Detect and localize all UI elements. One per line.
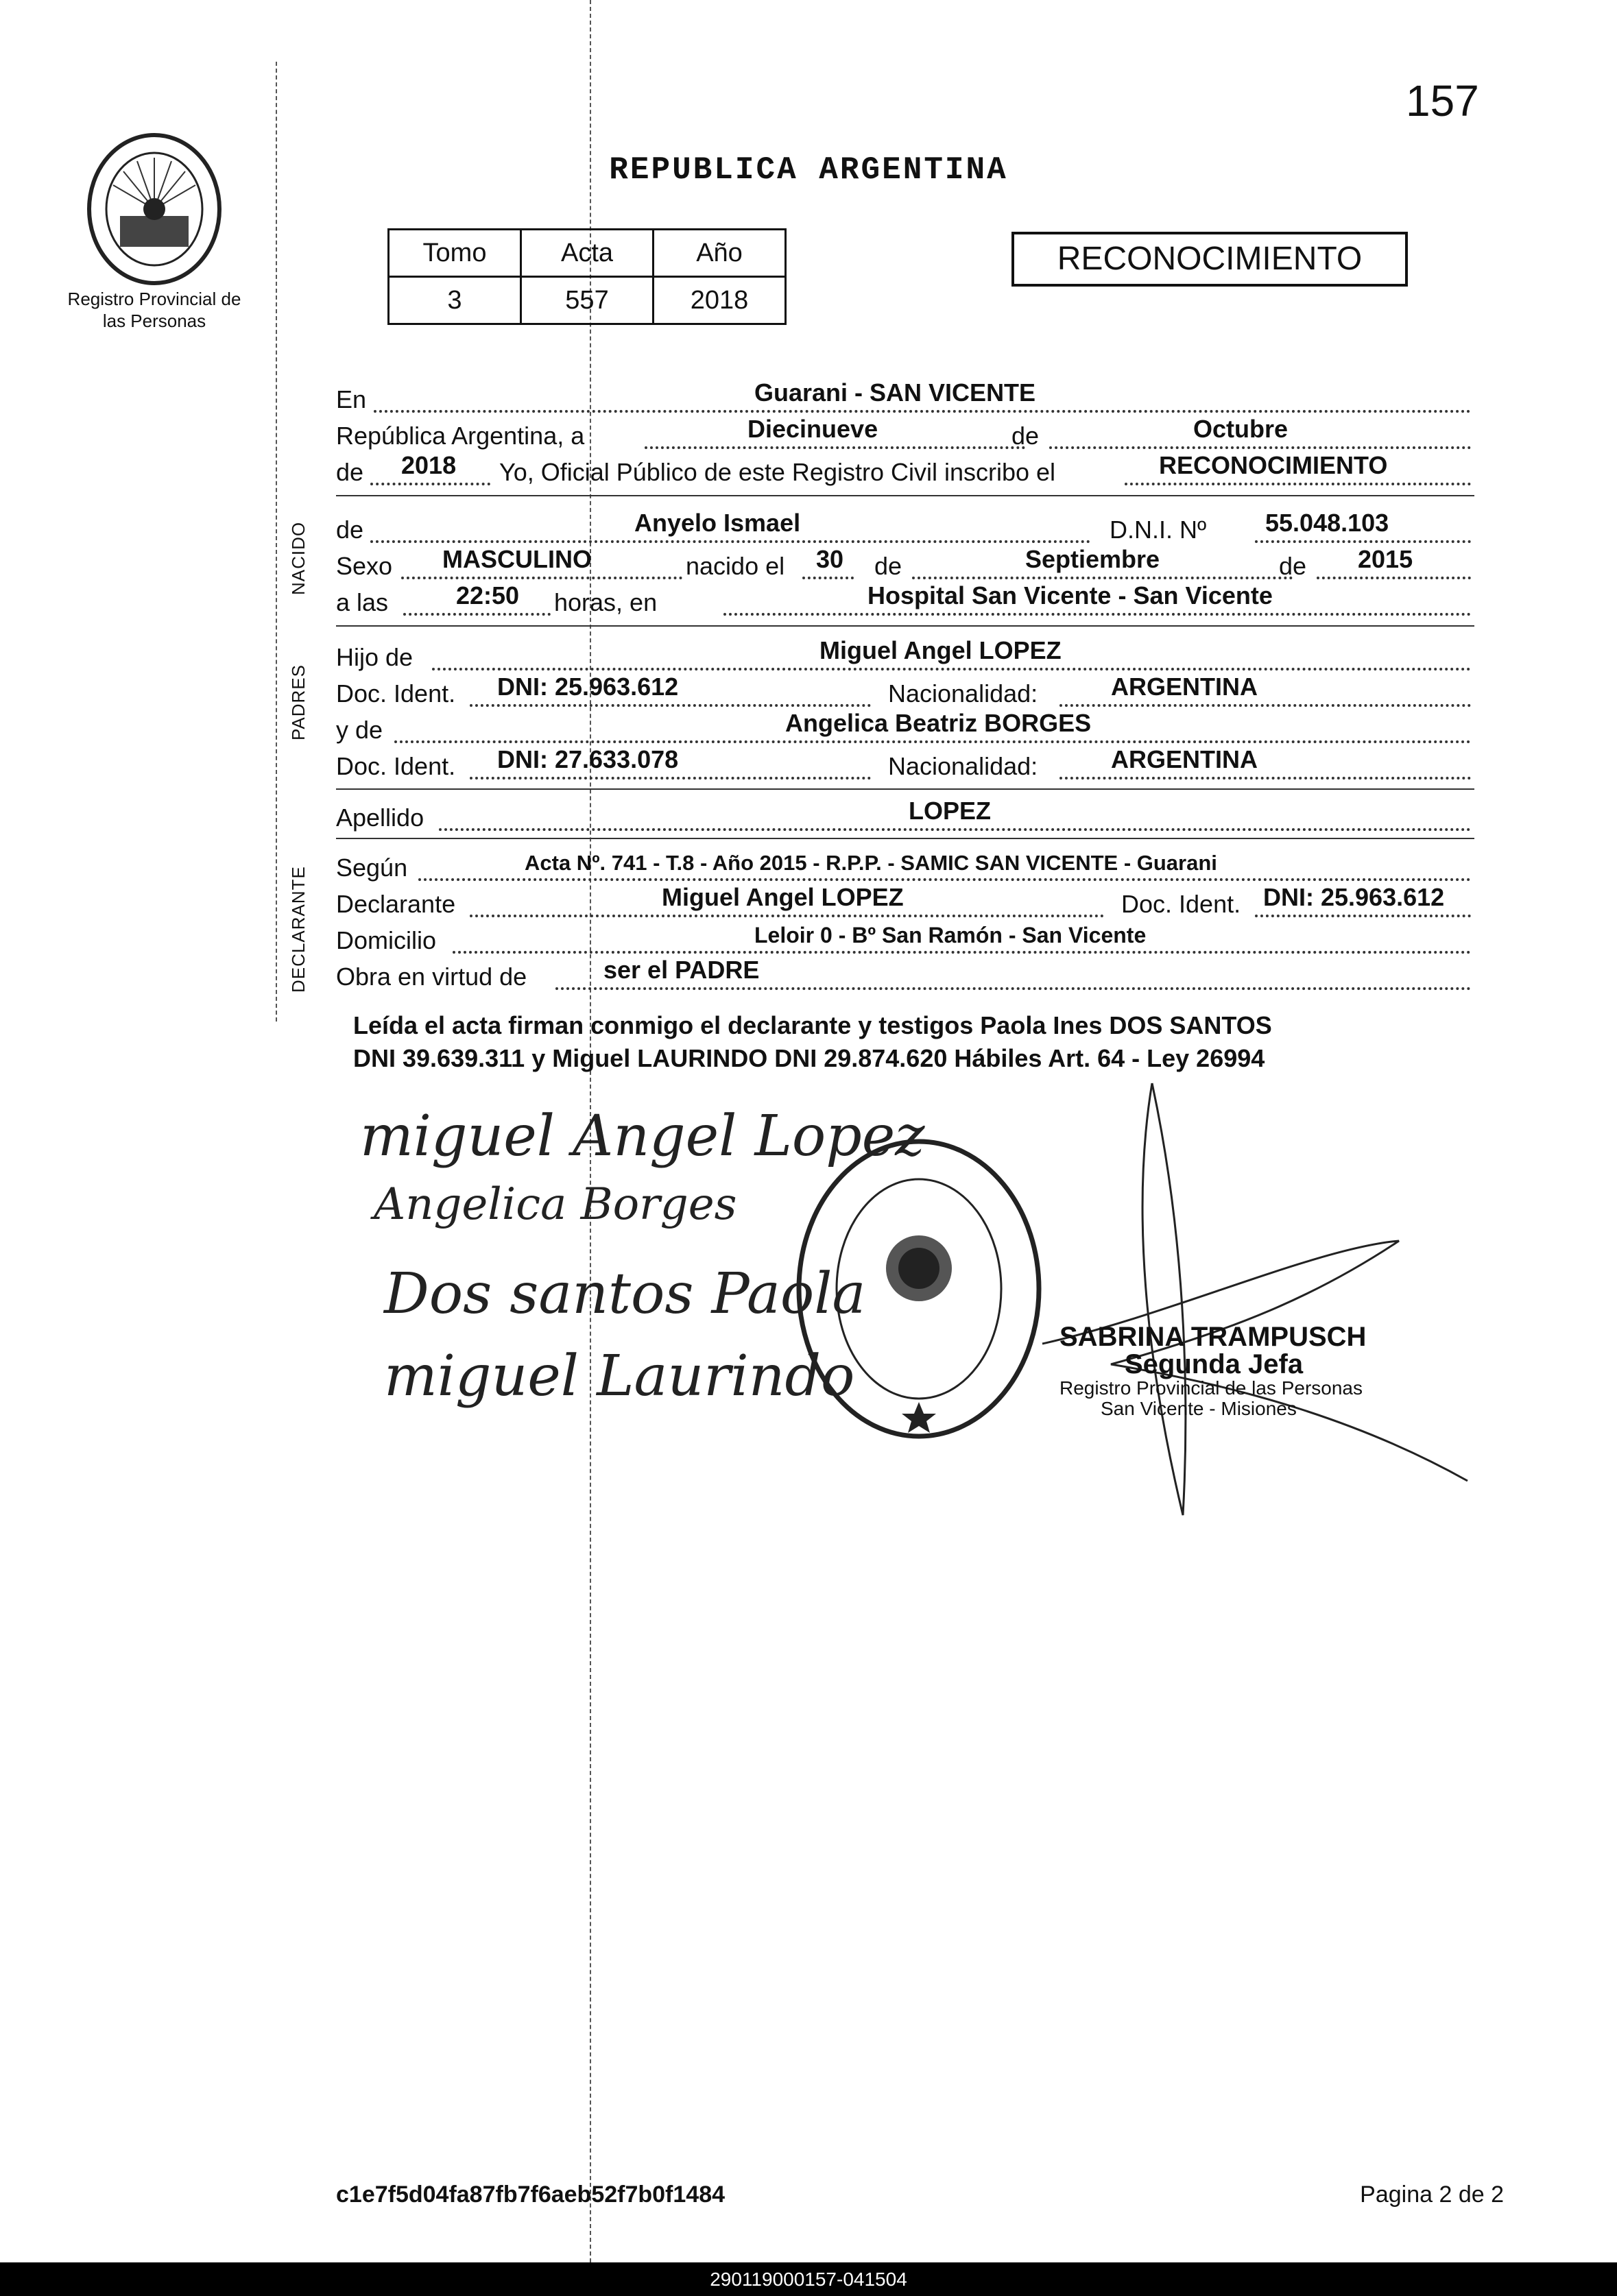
row-fecha — [336, 413, 1471, 450]
closing-line-2: DNI 39.639.311 y Miguel LAURINDO DNI 29.874.620 Hábiles Art. 64 - Ley 26994 — [353, 1044, 1265, 1072]
official-org: Registro Provincial de las Personas — [1059, 1377, 1363, 1399]
side-label-padres: PADRES — [288, 664, 309, 740]
value-madre-doc: DNI: 27.633.078 — [497, 745, 679, 773]
closing-line-1: Leída el acta firman conmigo el declarante y testigos Paola Ines DOS SANTOS — [353, 1011, 1272, 1039]
value-declarante: Miguel Angel LOPEZ — [662, 883, 904, 911]
side-label-nacido: NACIDO — [288, 521, 309, 595]
value-padre-doc: DNI: 25.963.612 — [497, 673, 679, 701]
label-doc-madre: Doc. Ident. — [336, 752, 456, 780]
label-de-mes: de — [1011, 422, 1040, 450]
label-en: En — [336, 385, 367, 413]
official-role: Segunda Jefa — [1125, 1349, 1304, 1379]
label-de-birth-month: de — [874, 552, 902, 580]
value-birth-year: 2015 — [1358, 545, 1413, 573]
value-day: Diecinueve — [747, 415, 878, 443]
label-doc-padre: Doc. Ident. — [336, 679, 456, 708]
value-nombre: Anyelo Ismael — [634, 509, 801, 537]
official-name: SABRINA TRAMPUSCH — [1059, 1322, 1367, 1352]
value-year: 2018 — [401, 451, 457, 479]
row-nombre — [336, 507, 1471, 544]
label-nacido: nacido el — [686, 552, 785, 580]
row-lugar — [336, 580, 1471, 617]
row-sexo — [336, 544, 1471, 581]
label-hijo: Hijo de — [336, 643, 414, 671]
row-padre — [336, 635, 1471, 672]
label-oficial: Yo, Oficial Público de este Registro Civil inscribo el — [499, 458, 1056, 486]
label-republica: República Argentina, a — [336, 422, 585, 450]
page-title: REPUBLICA ARGENTINA — [609, 152, 1008, 188]
row-madre — [336, 708, 1471, 745]
signature-testigo-1: Dos santos Paola — [384, 1261, 866, 1327]
value-birth-month: Septiembre — [1025, 545, 1160, 573]
signature-testigo-2: miguel Laurindo — [384, 1344, 855, 1409]
section-divider — [336, 495, 1474, 496]
row-inscribo — [336, 450, 1471, 487]
value-domicilio: Leloir 0 - Bº San Ramón - San Vicente — [754, 923, 1147, 947]
value-padre-nac: ARGENTINA — [1111, 673, 1258, 701]
acta-value-tomo: 3 — [389, 277, 521, 324]
label-y-de: y de — [336, 716, 383, 744]
label-doc-declarante: Doc. Ident. — [1121, 890, 1241, 918]
value-madre: Angelica Beatriz BORGES — [785, 709, 1092, 737]
row-madre-doc — [336, 744, 1471, 781]
value-birth-day: 30 — [816, 545, 844, 573]
acta-value-acta: 557 — [521, 277, 654, 324]
acta-header-tomo: Tomo — [389, 230, 521, 277]
row-apellido — [336, 795, 1471, 832]
section-divider — [336, 838, 1474, 839]
page-number: 157 — [1406, 76, 1479, 125]
value-dni: 55.048.103 — [1265, 509, 1389, 537]
label-dni: D.N.I. Nº — [1110, 516, 1207, 544]
acta-header-anio: Año — [654, 230, 786, 277]
value-madre-nac: ARGENTINA — [1111, 745, 1258, 773]
label-nacionalidad-madre: Nacionalidad: — [888, 752, 1038, 780]
value-en: Guarani - SAN VICENTE — [754, 378, 1036, 407]
value-obra: ser el PADRE — [603, 956, 760, 984]
label-a-las: a las — [336, 588, 389, 616]
row-padre-doc — [336, 671, 1471, 708]
row-declarante — [336, 882, 1471, 919]
value-segun: Acta Nº. 741 - T.8 - Año 2015 - R.P.P. - SAMIC SAN VICENTE - Guarani — [525, 851, 1217, 875]
binding-line-left — [276, 62, 277, 1022]
signature-declarante: miguel Angel Lopez — [360, 1104, 925, 1169]
signature-madre: Angelica Borges — [374, 1179, 737, 1230]
registry-label: Registro Provincial de las Personas — [67, 289, 241, 331]
label-sexo: Sexo — [336, 552, 393, 580]
value-sexo: MASCULINO — [442, 545, 592, 573]
acta-header-acta: Acta — [521, 230, 654, 277]
value-declarante-doc: DNI: 25.963.612 — [1263, 883, 1445, 911]
label-obra: Obra en virtud de — [336, 963, 527, 991]
value-padre: Miguel Angel LOPEZ — [819, 636, 1062, 664]
row-domicilio — [336, 918, 1471, 955]
label-domicilio: Domicilio — [336, 926, 437, 954]
label-nacionalidad-padre: Nacionalidad: — [888, 679, 1038, 708]
label-de-birth-year: de — [1279, 552, 1307, 580]
row-en — [336, 377, 1471, 414]
official-location: San Vicente - Misiones — [1101, 1398, 1297, 1419]
label-de-anio: de — [336, 458, 364, 486]
label-declarante: Declarante — [336, 890, 456, 918]
value-hora: 22:50 — [456, 581, 520, 609]
side-label-declarante: DECLARANTE — [288, 866, 309, 993]
value-inscribo: RECONOCIMIENTO — [1159, 451, 1388, 479]
section-divider — [336, 625, 1474, 627]
label-segun: Según — [336, 854, 408, 882]
delegation-stamp-icon — [789, 1131, 1049, 1447]
value-apellido: LOPEZ — [909, 797, 992, 825]
act-type-box: RECONOCIMIENTO — [1011, 232, 1408, 287]
row-obra — [336, 954, 1471, 991]
section-divider — [336, 788, 1474, 790]
label-apellido: Apellido — [336, 803, 424, 832]
barcode-bar: 290119000157-041504 — [0, 2262, 1617, 2296]
label-de-nombre: de — [336, 516, 364, 544]
acta-value-anio: 2018 — [654, 277, 786, 324]
official-block — [1059, 1323, 1366, 1419]
value-lugar: Hospital San Vicente - San Vicente — [867, 581, 1273, 609]
document-hash: c1e7f5d04fa87fb7f6aeb52f7b0f1484 — [336, 2182, 726, 2208]
row-segun — [336, 845, 1471, 882]
pagination: Pagina 2 de 2 — [1360, 2182, 1504, 2208]
label-horas-en: horas, en — [554, 588, 658, 616]
value-month: Octubre — [1193, 415, 1289, 443]
acta-table — [387, 228, 787, 325]
